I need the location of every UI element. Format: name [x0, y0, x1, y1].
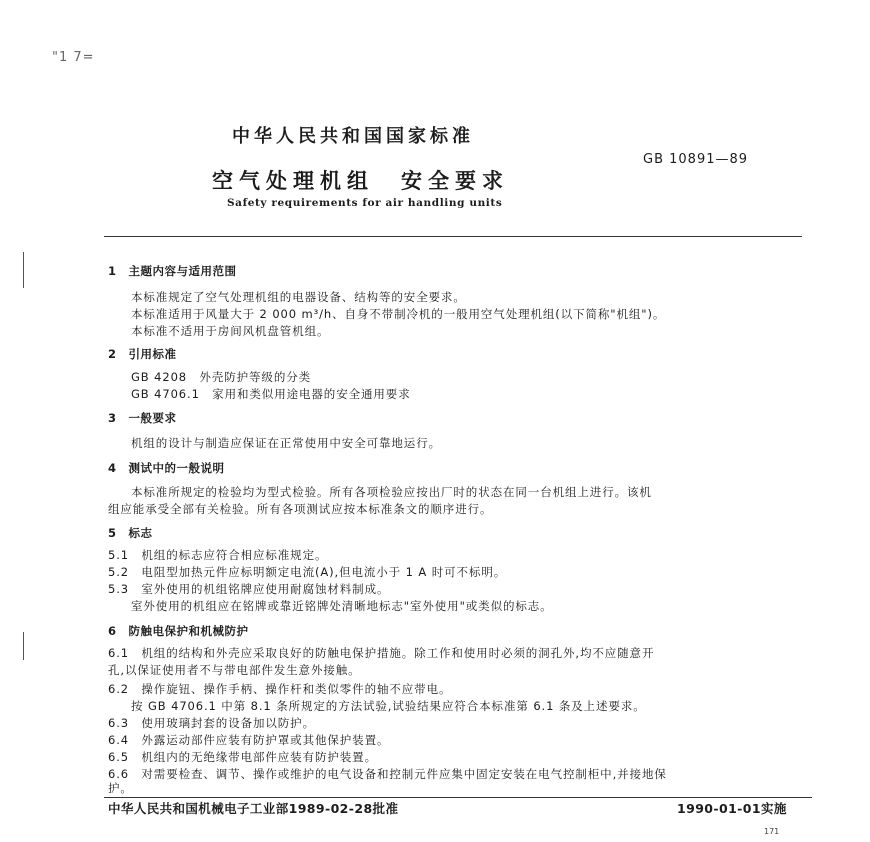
document-title-cn: 空气处理机组 安全要求 [212, 169, 509, 193]
paragraph-line: 本标准不适用于房间风机盘管机组。 [131, 324, 330, 338]
clause-continuation: 护。 [108, 781, 133, 795]
corner-mark: "1 7= [52, 50, 95, 65]
section-heading: 5 标志 [108, 526, 153, 540]
section-heading: 6 防触电保护和机械防护 [108, 624, 249, 638]
section-heading: 1 主题内容与适用范围 [108, 264, 237, 278]
national-standard-heading: 中华人民共和国国家标准 [232, 126, 474, 147]
paragraph-line: 本标准所规定的检验均为型式检验。所有各项检验应按出厂时的状态在同一台机组上进行。该机 [131, 485, 652, 499]
clause: 6.4 外露运动部件应装有防护罩或其他保护装置。 [108, 733, 390, 747]
clause-continuation: 按 GB 4706.1 中第 8.1 条所规定的方法试验,试验结果应符合本标准第 6.1 条及上述要求。 [131, 699, 646, 713]
section-heading: 3 一般要求 [108, 411, 177, 425]
document-title-en: Safety requirements for air handling units [227, 197, 503, 209]
clause-continuation: 室外使用的机组应在铭牌或靠近铭牌处清晰地标志"室外使用"或类似的标志。 [131, 599, 553, 613]
page-number: 171 [764, 827, 780, 836]
clause: 6.6 对需要检查、调节、操作或维护的电气设备和控制元件应集中固定安装在电气控制柜中,并接地保 [108, 767, 667, 781]
margin-mark [23, 252, 24, 288]
paragraph-line: 组应能承受全部有关检验。所有各项测试应按本标准条文的顺序进行。 [108, 502, 493, 516]
clause: 5.3 室外使用的机组铭牌应使用耐腐蚀材料制成。 [108, 582, 390, 596]
clause: 5.2 电阻型加热元件应标明额定电流(A),但电流小于 1 A 时可不标明。 [108, 565, 507, 579]
section-heading: 2 引用标准 [108, 347, 177, 361]
approval-line: 中华人民共和国机械电子工业部1989-02-28批准 [108, 801, 399, 816]
header-divider [104, 236, 802, 237]
margin-mark [23, 632, 24, 660]
reference-item: GB 4208 外壳防护等级的分类 [131, 370, 312, 384]
implementation-date: 1990-01-01实施 [677, 801, 787, 816]
clause: 5.1 机组的标志应符合相应标准规定。 [108, 548, 328, 562]
reference-item: GB 4706.1 家用和类似用途电器的安全通用要求 [131, 387, 411, 401]
clause: 6.2 操作旋钮、操作手柄、操作杆和类似零件的轴不应带电。 [108, 682, 452, 696]
standard-number: GB 10891—89 [643, 152, 749, 167]
paragraph-line: 机组的设计与制造应保证在正常使用中安全可靠地运行。 [131, 436, 441, 450]
clause: 6.1 机组的结构和外壳应采取良好的防触电保护措施。除工作和使用时必须的洞孔外,均不应随意开 [108, 646, 655, 660]
paragraph-line: 本标准适用于风量大于 2 000 m³/h、自身不带制冷机的一般用空气处理机组(以下简称"机组")。 [131, 307, 666, 321]
clause: 6.3 使用玻璃封套的设备加以防护。 [108, 716, 315, 730]
clause: 6.5 机组内的无绝缘带电部件应装有防护装置。 [108, 750, 377, 764]
section-heading: 4 测试中的一般说明 [108, 461, 225, 475]
clause-continuation: 孔,以保证使用者不与带电部件发生意外接触。 [108, 663, 361, 677]
footer-divider [104, 797, 812, 798]
paragraph-line: 本标准规定了空气处理机组的电器设备、结构等的安全要求。 [131, 290, 466, 304]
